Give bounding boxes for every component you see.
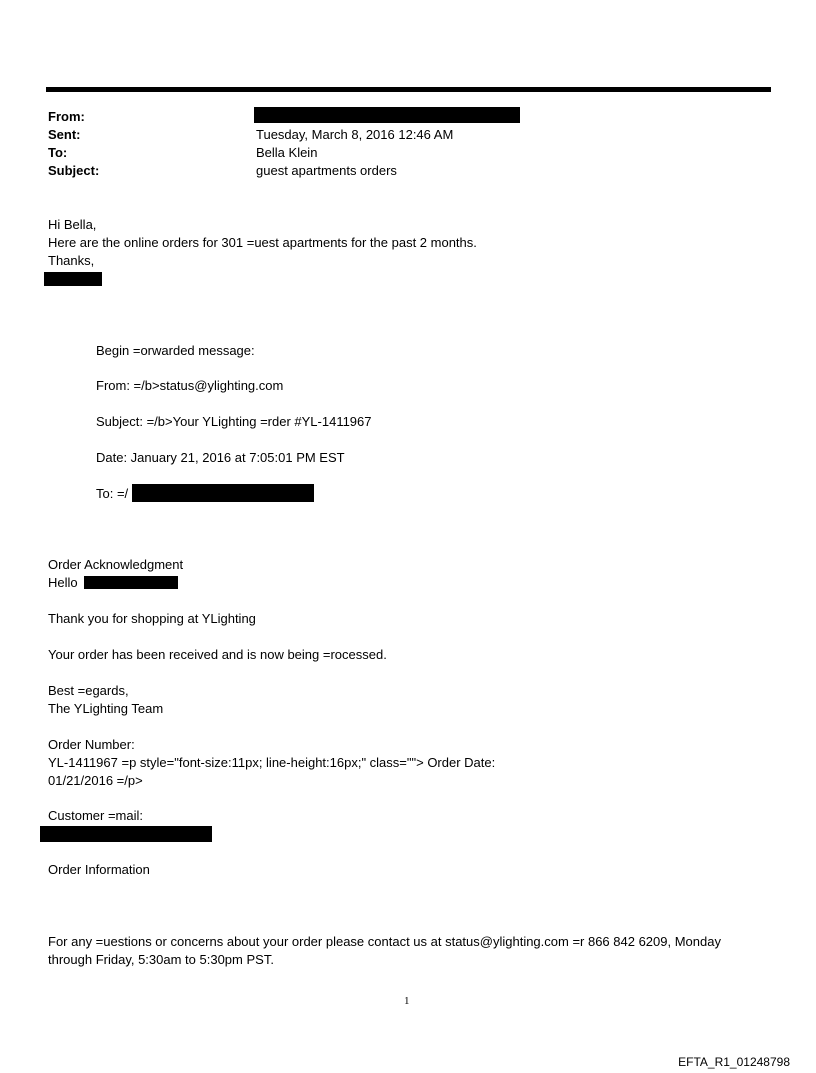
team-signature: The YLighting Team <box>48 701 164 716</box>
order-date-line: 01/21/2016 =/p> <box>48 773 143 788</box>
closing: Thanks, <box>48 253 95 268</box>
forward-from: From: =/b>status@ylighting.com <box>96 378 284 393</box>
forward-subject: Subject: =/b>Your YLighting =rder #YL-1411967 <box>96 414 372 429</box>
order-number-label: Order Number: <box>48 737 135 752</box>
forward-begin: Begin =orwarded message: <box>96 343 255 358</box>
order-information: Order Information <box>48 862 150 877</box>
forward-to-redaction <box>132 484 314 502</box>
to-value: Bella Klein <box>256 145 318 160</box>
sent-label: Sent: <box>48 127 81 142</box>
body-line: Here are the online orders for 301 =uest apartments for the past 2 months. <box>48 235 477 250</box>
hello: Hello <box>48 575 78 590</box>
received-line: Your order has been received and is now being =rocessed. <box>48 647 387 662</box>
customer-email-redaction <box>40 826 212 842</box>
contact-line-2: through Friday, 5:30am to 5:30pm PST. <box>48 952 274 967</box>
forward-to: To: =/ <box>96 486 129 501</box>
order-ack: Order Acknowledgment <box>48 557 184 572</box>
hello-redaction <box>84 576 178 589</box>
subject-value: guest apartments orders <box>256 163 397 178</box>
bates-number: EFTA_R1_01248798 <box>678 1055 790 1069</box>
contact-line-1: For any =uestions or concerns about your order please contact us at status@ylighting.com =r 866 842 6209, Monday <box>48 934 721 949</box>
forward-date: Date: January 21, 2016 at 7:05:01 PM EST <box>96 450 345 465</box>
page-number: 1 <box>404 995 410 1007</box>
subject-label: Subject: <box>48 163 100 178</box>
to-label: To: <box>48 145 68 160</box>
header-rule <box>46 87 771 92</box>
from-redaction <box>254 107 520 123</box>
greeting: Hi Bella, <box>48 217 97 232</box>
best-regards: Best =egards, <box>48 683 129 698</box>
from-label: From: <box>48 109 85 124</box>
order-number-line: YL-1411967 =p style="font-size:11px; line-height:16px;" class=""> Order Date: <box>48 755 496 770</box>
thanks-line: Thank you for shopping at YLighting <box>48 611 256 626</box>
signature-redaction <box>44 272 102 286</box>
customer-email-label: Customer =mail: <box>48 808 143 823</box>
sent-value: Tuesday, March 8, 2016 12:46 AM <box>256 127 454 142</box>
